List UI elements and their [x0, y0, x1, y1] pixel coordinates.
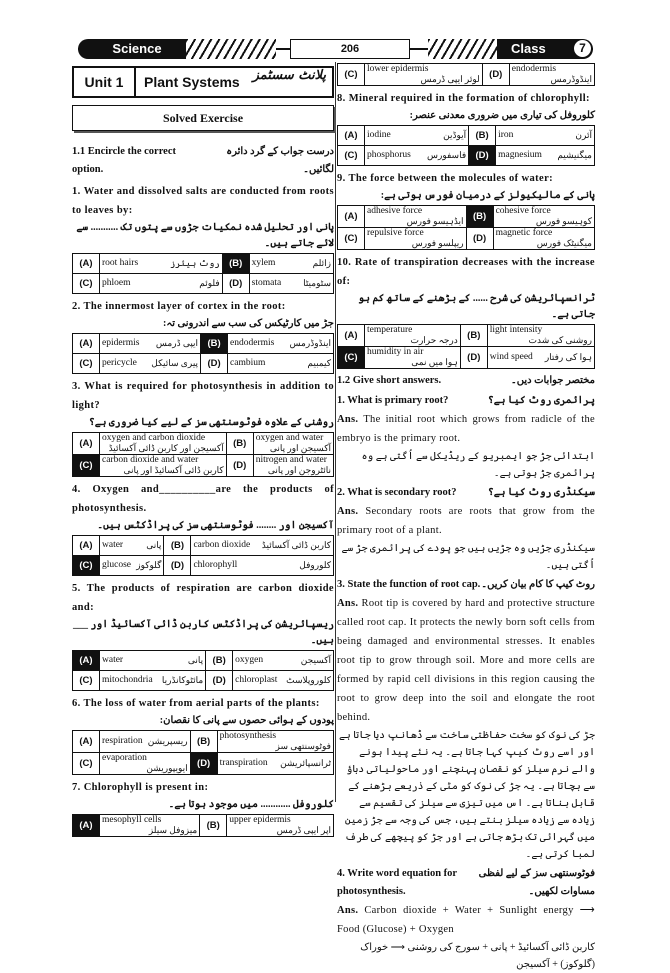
option-letter: (A)	[73, 536, 100, 556]
option-text-en: phosphorus	[367, 150, 411, 160]
option-row	[73, 433, 334, 455]
option-row	[338, 325, 595, 347]
mcq-item	[72, 377, 334, 477]
short-question	[337, 576, 595, 594]
option-text-ur: فوٹوسنتھی سز	[275, 741, 331, 751]
option-text-en: repulsive force	[367, 228, 424, 238]
option-letter: (A)	[73, 731, 100, 753]
option-text-ur: روشنی کی شدت	[528, 335, 592, 345]
option-text-ur: کیمبیم	[307, 358, 331, 368]
question-text-ur: آکسیجن اور ........ فوٹوسنتھی سز کی پراڈکٹس ہیں۔	[97, 520, 334, 531]
options-table	[337, 63, 595, 86]
answer-text-ur: کاربن ڈائی آکسائیڈ + پانی + سورج کی روشنی ⟶ خوراک (گلوکوز) + آکسیجن	[360, 942, 595, 970]
mcq-item	[72, 297, 334, 374]
option-text-en: root hairs	[102, 258, 139, 268]
question-text-en: 1. Water and dissolved salts are conducted from roots to leaves by:	[72, 186, 334, 216]
option-cell	[100, 753, 191, 775]
option-letter: (A)	[338, 126, 365, 146]
option-text-en: lower epidermis	[367, 64, 429, 74]
right-column	[337, 62, 595, 973]
option-text-ur: کاربن ڈائی آکسائیڈ	[261, 540, 331, 550]
option-text-ur: میزوفل سیلز	[148, 825, 198, 835]
option-cell	[191, 536, 334, 556]
option-letter: (D)	[226, 455, 253, 477]
option-row	[338, 347, 595, 369]
answer-text	[337, 502, 595, 540]
option-letter: (D)	[201, 354, 228, 374]
option-cell	[233, 671, 334, 691]
option-text-ur: اپر ایپی ڈرمس	[276, 825, 331, 835]
option-text-en: mesophyll cells	[102, 815, 162, 825]
mcq-item	[72, 480, 334, 576]
subject-tab: Science	[78, 39, 196, 59]
option-row	[73, 556, 334, 576]
options-table	[337, 205, 595, 250]
unit-heading	[72, 66, 334, 98]
short-answer-item	[337, 392, 595, 482]
option-letter: (C)	[73, 455, 100, 477]
option-text-en: nitrogen and water	[255, 455, 327, 465]
short-question-ur: سیکنڈری روٹ کیا ہے؟	[487, 487, 595, 498]
option-row	[73, 753, 334, 775]
option-cell	[253, 455, 333, 477]
option-text-ur: پانی	[146, 540, 162, 550]
option-letter: (D)	[222, 274, 249, 294]
short-heading-ur: مختصر جوابات دیں۔	[510, 375, 595, 386]
option-letter: (B)	[226, 433, 253, 455]
short-question-ur: فوٹوسنتھی سز کے لیے لفظی مساوات لکھیں۔	[478, 868, 595, 897]
question-text-en: 7. Chlorophyll is present in:	[72, 782, 209, 793]
answer-text-en: Root tip is covered by hard and protective structure called root cap. It protects the newly born soft cells from being damaged and environmental stresses. It enables root tip to grow through soil. More and more cells are formed by rapid cell divisions in this region causing the root to grow deep into the soil and elongate the root behind.	[337, 598, 595, 723]
option-cell	[365, 64, 483, 86]
option-cell	[228, 334, 334, 354]
option-text-en: carbon dioxide and water	[102, 455, 199, 465]
option-letter: (C)	[73, 753, 100, 775]
option-letter: (B)	[469, 126, 496, 146]
option-letter: (B)	[222, 254, 249, 274]
exercise-heading	[72, 143, 334, 179]
option-letter: (D)	[164, 556, 191, 576]
answer-text	[337, 410, 595, 448]
option-text-en: oxygen and water	[255, 433, 324, 443]
option-text-ur: ایپی ڈرمس	[155, 338, 199, 348]
answer-label: Ans.	[337, 905, 365, 916]
option-row	[73, 815, 334, 837]
options-table	[72, 535, 334, 576]
option-letter: (D)	[190, 753, 217, 775]
question-text-en: 4. Oxygen and__________are the products of photosynthesis.	[72, 484, 334, 514]
option-cell	[228, 354, 334, 374]
unit-title-box	[136, 68, 332, 96]
option-letter: (C)	[338, 146, 365, 166]
unit-title: Plant Systems	[144, 74, 240, 90]
option-text-ur: کوہیسو فورس	[535, 216, 592, 226]
option-row	[73, 354, 334, 374]
class-tab	[497, 39, 593, 59]
option-text-en: iodine	[367, 130, 391, 140]
option-text-en: adhesive force	[367, 206, 423, 216]
option-text-en: upper epidermis	[229, 815, 291, 825]
answer-label: Ans.	[337, 414, 364, 425]
short-question-ur: روٹ کیپ کا کام بیان کریں۔	[481, 579, 595, 590]
option-letter: (C)	[338, 347, 365, 369]
question-text-ur: ٹرانسپائریشن کی شرح ...... کے بڑھنے کے ساتھ کم ہو جاتی ہے۔	[358, 293, 595, 320]
question-text-ur: پانی اور تحلیل شدہ نمکیات جڑوں سے پتوں تک ........... سے لائے جاتے ہیں۔	[76, 222, 334, 249]
short-answer-list	[337, 392, 595, 973]
short-question-en: 4. Write word equation for photosynthesis.	[337, 868, 457, 897]
option-text-ur: لوئر ایپی ڈرمس	[420, 74, 480, 84]
option-text-en: light intensity	[489, 325, 543, 335]
option-cell	[100, 815, 200, 837]
option-row	[338, 228, 595, 250]
option-letter: (A)	[338, 206, 365, 228]
option-row	[73, 671, 334, 691]
option-letter: (B)	[200, 815, 227, 837]
option-cell	[100, 254, 223, 274]
option-cell	[100, 433, 227, 455]
option-letter: (C)	[73, 354, 100, 374]
option-text-en: mitochondria	[102, 675, 153, 685]
option-text-en: phloem	[102, 278, 131, 288]
question-text-ur: کلوروفل کی تیاری میں ضروری معدنی عنصر:	[409, 110, 595, 121]
question-text-en: 2. The innermost layer of cortex in the root:	[72, 301, 286, 312]
option-text-ur: کلوروپلاسٹ	[286, 675, 331, 685]
option-row	[73, 536, 334, 556]
option-letter: (A)	[338, 325, 365, 347]
option-letter: (A)	[73, 433, 100, 455]
option-text-en: transpiration	[219, 758, 268, 768]
option-text-ur: ہوا میں نمی	[411, 357, 458, 367]
option-letter: (B)	[190, 731, 217, 753]
option-text-ur: میگنیٹک فورس	[536, 238, 592, 248]
short-answer-item	[337, 576, 595, 863]
option-cell	[365, 206, 467, 228]
option-letter: (C)	[73, 671, 100, 691]
option-cell	[253, 433, 333, 455]
option-row	[73, 731, 334, 753]
option-text-en: cambium	[230, 358, 266, 368]
option-text-en: wind speed	[489, 352, 533, 362]
option-cell	[100, 671, 206, 691]
option-cell	[100, 556, 164, 576]
option-cell	[496, 126, 595, 146]
page-number: 206	[290, 39, 410, 59]
option-cell	[233, 651, 334, 671]
options-table	[72, 730, 334, 775]
question-text-en: 10. Rate of transpiration decreases with the increase of:	[337, 257, 595, 287]
options-table	[72, 814, 334, 837]
option-text-en: stomata	[251, 278, 282, 288]
option-letter: (B)	[164, 536, 191, 556]
option-text-en: oxygen and carbon dioxide	[102, 433, 206, 443]
option-text-en: cohesive force	[495, 206, 551, 216]
option-letter: (D)	[460, 347, 487, 369]
option-cell	[100, 455, 227, 477]
answer-text	[337, 594, 595, 727]
answer-text-en: Carbon dioxide + Water + Sunlight energy ⟶ Food (Glucose) + Oxygen	[337, 905, 595, 935]
mcq-item	[72, 182, 334, 294]
option-text-ur: ایڈہیسو فورس	[406, 216, 464, 226]
short-heading-en: 1.2 Give short answers.	[337, 375, 442, 386]
option-row	[73, 651, 334, 671]
header-stripes-right	[428, 39, 498, 59]
short-answer-item	[337, 865, 595, 973]
option-text-ur: اینڈوڈرمس	[289, 338, 331, 348]
option-row	[338, 206, 595, 228]
section-title: Solved Exercise	[72, 105, 334, 131]
answer-text-ur: جڑ کی نوک کو سخت حفاظتی ساخت سے ڈھانپ دیا جاتا ہے اور اسے روٹ کیپ کہا جاتا ہے۔ یہ نئے پیدا ہونے والے نرم سیلز کو نقصان پہنچنے اور ماحولیاتی دباؤ سے بچاتا ہے۔ یہ جڑ کی نوک کو مٹی کے ذریعے بڑھنے کے قابل بناتا ہے۔ اس میں تیزی سے سیلز کی تقسیم سے زیادہ سے زیادہ سیلز بنتے ہیں، جس کی وجہ سے جڑ زمین میں گہرائی تک بڑھ جاتی ہے اور جڑ کو پیچھے کی طرف لمبا کرتی ہے۔	[338, 730, 595, 860]
option-text-en: photosynthesis	[219, 731, 277, 741]
option-letter: (B)	[466, 206, 493, 228]
short-question-ur: پرائمری روٹ کیا ہے؟	[487, 395, 595, 406]
short-question-en: 3. State the function of root cap.	[337, 579, 481, 590]
exercise-heading-ur: درست جواب کے گرد دائرہ لگائیں۔	[226, 146, 334, 175]
option-text-en: carbon dioxide	[193, 540, 251, 550]
option-letter: (D)	[206, 671, 233, 691]
option-text-ur: کاربن ڈائی آکسائیڈ اور پانی	[123, 465, 224, 475]
left-column	[72, 62, 334, 837]
option-letter: (C)	[338, 228, 365, 250]
answer-text-ur: ابتدائی جڑ جو ایمبریو کے ریڈیکل سے اُگتی ہے وہ پرائمری جڑ ہوتی ہے۔	[361, 451, 595, 479]
option-text-ur: کلوروفل	[299, 560, 331, 570]
option-letter: (A)	[73, 334, 100, 354]
options-table	[72, 650, 334, 691]
option-text-en: chloroplast	[235, 675, 278, 685]
option-cell	[365, 325, 461, 347]
option-cell	[227, 815, 334, 837]
short-question	[337, 392, 595, 410]
option-text-en: magnesium	[498, 150, 542, 160]
option-letter: (B)	[201, 334, 228, 354]
option-text-en: endodermis	[230, 338, 275, 348]
option-cell	[249, 254, 333, 274]
option-cell	[487, 347, 594, 369]
option-row	[73, 334, 334, 354]
mcq-item	[337, 169, 595, 250]
option-text-ur: ریپلسو فورس	[411, 238, 464, 248]
option-text-ur: روٹ ہیئرز	[169, 258, 220, 268]
option-cell	[100, 731, 191, 753]
exercise-heading-en: 1.1 Encircle the correct option.	[72, 146, 176, 175]
option-cell	[509, 64, 594, 86]
mcq-item	[72, 778, 334, 837]
answer-text-ur: سیکنڈری جڑیں وہ جڑیں ہیں جو پودے کی پرائمری جڑ سے اُگتی ہیں۔	[341, 543, 595, 571]
option-cell	[100, 334, 201, 354]
option-text-en: endodermis	[511, 64, 557, 74]
option-text-ur: فلوئم	[199, 278, 220, 288]
mcq-item	[72, 694, 334, 775]
option-text-en: humidity in air	[367, 347, 424, 357]
short-question-en: 2. What is secondary root?	[337, 487, 457, 498]
question-text-ur: پانی کے مالیکیولز کے درمیان فورس ہوتی ہے:	[380, 190, 595, 201]
options-table	[72, 253, 334, 294]
question-text-ur: کلوروفل ............ میں موجود ہوتا ہے۔	[168, 799, 334, 810]
option-text-en: iron	[498, 130, 514, 140]
unit-title-urdu: پلانٹ سسٹمز	[252, 68, 326, 83]
option-text-ur: مائٹوکانڈریا	[161, 675, 204, 685]
option-cell	[365, 146, 469, 166]
question-text-ur: ریسپائریشن کی پراڈکٹس کاربن ڈائی آکسائیڈ اور ___ ہیں۔	[72, 619, 334, 646]
option-cell	[191, 556, 334, 576]
option-cell	[493, 206, 594, 228]
option-cell	[249, 274, 333, 294]
question-text-en: 5. The products of respiration are carbon dioxide and:	[72, 583, 334, 613]
question-text-ur: جڑ میں کارٹیکس کی سب سے اندرونی تہ:	[163, 318, 334, 329]
options-table	[337, 324, 595, 369]
option-row	[73, 455, 334, 477]
page-header	[78, 39, 593, 59]
option-cell	[217, 731, 333, 753]
option-cell	[365, 228, 467, 250]
option-cell	[100, 536, 164, 556]
option-text-ur: آکسیجن اور پانی	[269, 443, 331, 453]
option-text-ur: اینڈوڈرمس	[550, 74, 592, 84]
option-text-ur: ریسپریشن	[147, 736, 188, 746]
option-row	[338, 64, 595, 86]
option-letter: (C)	[338, 64, 365, 86]
header-stripes-left	[186, 39, 276, 59]
option-text-en: respiration	[102, 736, 143, 746]
mcq-list-left	[72, 182, 334, 837]
answer-label: Ans.	[337, 598, 362, 609]
option-row	[73, 254, 334, 274]
option-text-en: water	[102, 655, 124, 665]
answer-text-en: The initial root which grows from radicle of the embryo is the primary root.	[337, 414, 595, 444]
option-text-ur: آکسیجن اور کاربن ڈائی آکسائیڈ	[108, 443, 224, 453]
options-table	[72, 432, 334, 477]
option-text-ur: پیری سائیکل	[151, 358, 199, 368]
option-text-ur: آکسیجن	[300, 655, 331, 665]
option-text-ur: آئرن	[575, 130, 592, 140]
option-cell	[100, 651, 206, 671]
option-letter: (C)	[73, 556, 100, 576]
column-divider	[335, 62, 336, 802]
option-text-en: water	[102, 540, 124, 550]
option-letter: (D)	[466, 228, 493, 250]
option-cell	[493, 228, 594, 250]
options-table	[337, 125, 595, 166]
option-cell	[100, 354, 201, 374]
options-table	[72, 333, 334, 374]
option-row	[338, 126, 595, 146]
option-text-ur: درجہ حرارت	[410, 335, 458, 345]
option-text-ur: ہوا کی رفتار	[544, 352, 592, 362]
question-text-en: 8. Mineral required in the formation of chlorophyll:	[337, 93, 590, 104]
option-text-en: xylem	[251, 258, 276, 268]
option-text-ur: ٹرانسپائریشن	[280, 758, 331, 768]
option-row	[338, 146, 595, 166]
option-text-en: glucose	[102, 560, 132, 570]
option-letter: (B)	[460, 325, 487, 347]
option-cell	[100, 274, 223, 294]
option-letter: (C)	[73, 274, 100, 294]
option-cell	[487, 325, 594, 347]
answer-text-en: Secondary roots are roots that grow from the primary root of a plant.	[337, 506, 595, 536]
option-text-en: oxygen	[235, 655, 264, 665]
option-text-en: magnetic force	[495, 228, 553, 238]
option-text-ur: نائٹروجن اور پانی	[267, 465, 331, 475]
mcq-item	[337, 253, 595, 369]
mcq-item	[337, 89, 595, 166]
question-text-en: 9. The force between the molecules of water:	[337, 173, 554, 184]
option-text-ur: زائلم	[312, 258, 331, 268]
class-number: 7	[574, 40, 591, 57]
option-letter: (A)	[73, 815, 100, 837]
question-text-en: 6. The loss of water from aerial parts of the plants:	[72, 698, 320, 709]
question-text-en: 3. What is required for photosynthesis in addition to light?	[72, 381, 334, 411]
option-text-en: epidermis	[102, 338, 140, 348]
option-row	[73, 274, 334, 294]
short-question	[337, 484, 595, 502]
option-text-en: evaporation	[102, 753, 147, 763]
option-text-ur: پانی	[187, 655, 204, 665]
option-cell	[496, 146, 595, 166]
option-text-ur: آیوڈین	[443, 130, 467, 140]
short-question	[337, 865, 595, 901]
option-text-ur: گلوکوز	[136, 560, 162, 570]
option-letter: (D)	[482, 64, 509, 86]
short-answers-heading	[337, 372, 595, 390]
question-text-ur: پودوں کے ہوائی حصوں سے پانی کا نقصان:	[159, 715, 334, 726]
short-question-en: 1. What is primary root?	[337, 395, 449, 406]
option-cell	[365, 126, 469, 146]
option-letter: (B)	[206, 651, 233, 671]
option-letter: (A)	[73, 651, 100, 671]
option-cell	[365, 347, 461, 369]
option-text-ur: سٹومیٹا	[303, 278, 331, 288]
short-answer-item	[337, 484, 595, 574]
answer-label: Ans.	[337, 506, 366, 517]
option-text-en: pericycle	[102, 358, 137, 368]
option-cell	[217, 753, 333, 775]
option-text-ur: ایویپوریشن	[146, 763, 188, 773]
mcq-list-right	[337, 89, 595, 369]
mcq-item	[72, 579, 334, 691]
unit-label: Unit 1	[74, 68, 136, 96]
option-text-ur: فاسفورس	[427, 150, 467, 160]
question-text-ur: روشنی کے علاوہ فوٹوسنتھی سز کے لیے کیا ضروری ہے؟	[88, 417, 334, 428]
option-letter: (D)	[469, 146, 496, 166]
class-label: Class	[511, 41, 546, 56]
option-text-en: temperature	[367, 325, 413, 335]
answer-text	[337, 901, 595, 939]
option-letter: (A)	[73, 254, 100, 274]
option-text-en: chlorophyll	[193, 560, 238, 570]
option-text-ur: میگنیشیم	[557, 150, 592, 160]
